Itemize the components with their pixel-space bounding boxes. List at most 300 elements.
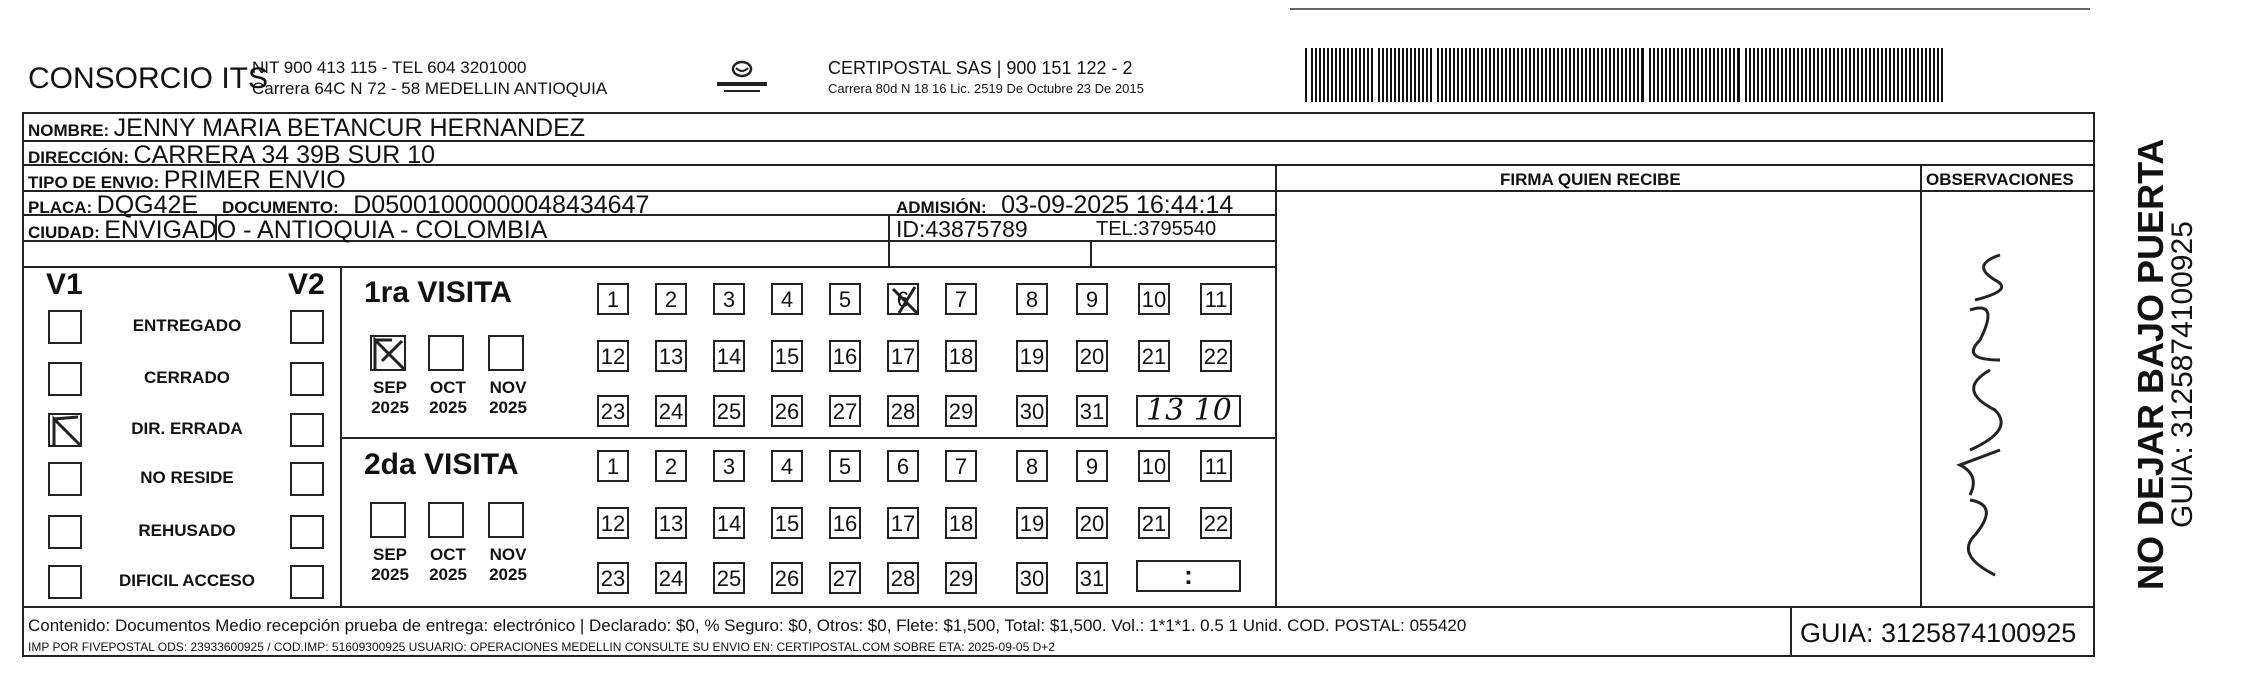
day-box[interactable]	[829, 340, 861, 372]
day-box[interactable]	[1138, 450, 1170, 482]
company-nit: NIT 900 413 115 - TEL 604 3201000	[252, 58, 527, 77]
barcode-bar	[1351, 48, 1353, 102]
barcode-bar	[1801, 48, 1803, 102]
barcode-bar	[1913, 48, 1915, 102]
second-visit-title: 2da VISITA	[364, 448, 519, 481]
barcode-bar	[1693, 48, 1695, 102]
barcode-bar	[1669, 48, 1671, 102]
day-box[interactable]	[655, 450, 687, 482]
day-number: 11	[1204, 287, 1228, 312]
barcode-bar	[1677, 48, 1679, 102]
day-number: 21	[1141, 344, 1167, 369]
recipient-name: JENNY MARIA BETANCUR HERNANDEZ	[113, 114, 586, 142]
day-number: 8	[1025, 287, 1039, 312]
barcode-bar	[1601, 48, 1603, 102]
day-number: 6	[896, 454, 910, 479]
barcode-bar	[1597, 48, 1599, 102]
day-box[interactable]	[771, 340, 803, 372]
barcode-bar	[1733, 48, 1735, 102]
barcode-bar	[1323, 48, 1325, 102]
day-number: 4	[780, 454, 794, 479]
barcode-bar	[1885, 48, 1887, 102]
barcode-bar	[1705, 48, 1707, 102]
day-number: 5	[838, 287, 852, 312]
day-number: 24	[658, 566, 684, 591]
barcode-bar	[1418, 48, 1420, 102]
day-box[interactable]	[771, 507, 803, 539]
day-box[interactable]	[1076, 507, 1108, 539]
day-number: 2	[664, 287, 678, 312]
barcode-bar	[1777, 48, 1779, 102]
barcode-bar	[1525, 48, 1527, 102]
footer-guia: GUIA: 3125874100925	[1800, 618, 2077, 648]
recipient-signature-icon	[1930, 250, 2050, 590]
barcode-bar	[1709, 48, 1711, 102]
day-box[interactable]	[771, 562, 803, 594]
day-box[interactable]	[597, 562, 629, 594]
barcode-bar	[1617, 48, 1619, 102]
barcode-bar	[1394, 48, 1396, 102]
day-number: 15	[774, 511, 800, 536]
v2-checkbox[interactable]	[290, 413, 324, 447]
barcode-bar	[1561, 48, 1563, 102]
day-box[interactable]	[887, 450, 919, 482]
barcode-bar	[1793, 48, 1795, 102]
day-number: 28	[890, 399, 916, 424]
v1-checkbox[interactable]	[48, 362, 82, 396]
barcode-bar	[1753, 48, 1755, 102]
barcode-bar	[1493, 48, 1495, 102]
day-number: 23	[600, 399, 626, 424]
month-label	[482, 545, 534, 585]
barcode-bar	[1509, 48, 1511, 102]
v1-checkbox[interactable]	[48, 565, 82, 599]
day-box[interactable]	[1138, 507, 1170, 539]
day-number: 25	[716, 566, 742, 591]
day-number: 20	[1079, 344, 1105, 369]
day-box[interactable]	[829, 507, 861, 539]
barcode-bar	[1501, 48, 1503, 102]
day-number: 26	[774, 566, 800, 591]
day-number: 9	[1085, 287, 1099, 312]
tel-value: TEL:3795540	[1096, 218, 1217, 240]
day-box[interactable]	[713, 395, 745, 427]
month-year: 2025	[371, 398, 409, 417]
day-box[interactable]	[713, 340, 745, 372]
day-box[interactable]	[1200, 450, 1232, 482]
day-number: 19	[1019, 344, 1045, 369]
observations-header: OBSERVACIONES	[1926, 170, 2074, 189]
day-number: 16	[832, 511, 858, 536]
day-box[interactable]	[1016, 395, 1048, 427]
day-box[interactable]	[597, 395, 629, 427]
day-box[interactable]	[1016, 450, 1048, 482]
day-box[interactable]	[771, 395, 803, 427]
month-checkbox[interactable]	[488, 335, 524, 371]
barcode-bar	[1335, 48, 1337, 102]
day-box[interactable]	[887, 395, 919, 427]
barcode-bar	[1359, 48, 1361, 102]
v1-header: V1	[46, 268, 83, 301]
day-box[interactable]	[945, 283, 977, 315]
day-box[interactable]	[597, 450, 629, 482]
carrier-logo-icon	[712, 56, 772, 102]
day-box[interactable]	[1016, 562, 1048, 594]
plate-label: PLACA:	[28, 198, 93, 217]
month-checkbox[interactable]	[488, 502, 524, 538]
day-box[interactable]	[713, 450, 745, 482]
day-box[interactable]	[771, 283, 803, 315]
day-box[interactable]	[1076, 395, 1108, 427]
barcode-bar	[1841, 48, 1843, 102]
day-number: 7	[954, 287, 968, 312]
day-number: 10	[1141, 287, 1167, 312]
month-year: 2025	[371, 565, 409, 584]
day-box[interactable]	[1200, 340, 1232, 372]
day-number: 25	[716, 399, 742, 424]
barcode-bar	[1569, 48, 1571, 102]
day-box[interactable]	[1200, 283, 1232, 315]
barcode-bar	[1725, 48, 1727, 102]
barcode-bar	[1505, 48, 1507, 102]
day-box[interactable]	[597, 283, 629, 315]
day-box[interactable]	[1016, 283, 1048, 315]
barcode-bar	[1585, 48, 1587, 102]
day-box[interactable]	[655, 562, 687, 594]
barcode-bar	[1485, 48, 1487, 102]
barcode-bar	[1553, 48, 1555, 102]
document-label: DOCUMENTO:	[222, 198, 339, 217]
barcode-bar	[1769, 48, 1771, 102]
barcode-bar	[1809, 48, 1811, 102]
day-box[interactable]	[887, 340, 919, 372]
carrier-license: Carrera 80d N 18 16 Lic. 2519 De Octubre 23 De 2015	[828, 81, 1144, 96]
day-box[interactable]	[887, 562, 919, 594]
barcode-bar	[1905, 48, 1907, 102]
barcode-bar	[1347, 48, 1349, 102]
day-box[interactable]	[945, 562, 977, 594]
barcode-bar	[1441, 48, 1443, 102]
barcode-bar	[1537, 48, 1539, 102]
day-box[interactable]	[713, 283, 745, 315]
barcode-bar	[1721, 48, 1723, 102]
day-number: 11	[1204, 454, 1228, 479]
barcode-bar	[1729, 48, 1731, 102]
barcode-bar	[1449, 48, 1451, 102]
barcode-bar	[1426, 48, 1428, 102]
barcode-bar	[1637, 48, 1639, 102]
barcode-bar	[1577, 48, 1579, 102]
print-info: IMP POR FIVEPOSTAL ODS: 23933600925 / COD.IMP: 51609300925 USUARIO: OPERACIONES MEDELLIN CONSULTE SU ENVIO EN: CERTIPOSTAL.COM SOBRE ETA: 2025-09-05 D+2	[28, 640, 1055, 654]
day-box[interactable]	[1076, 340, 1108, 372]
status-label: DIFICIL ACCESO	[118, 571, 255, 590]
day-number: 23	[600, 566, 626, 591]
barcode-bar	[1517, 48, 1519, 102]
barcode-bar	[1685, 48, 1687, 102]
v2-checkbox[interactable]	[290, 462, 324, 496]
day-number: 31	[1079, 566, 1105, 591]
barcode-bar	[1378, 48, 1380, 102]
barcode-bar	[1813, 48, 1815, 102]
day-number: 8	[1025, 454, 1039, 479]
barcode-bar	[1873, 48, 1875, 102]
day-number: 14	[716, 511, 742, 536]
barcode-bar	[1917, 48, 1919, 102]
day-box[interactable]	[829, 562, 861, 594]
barcode-bar	[1343, 48, 1345, 102]
barcode-bar	[1581, 48, 1583, 102]
month-name: NOV	[489, 545, 527, 564]
barcode-bar	[1865, 48, 1867, 102]
barcode-bar	[1437, 48, 1439, 102]
barcode-bar	[1933, 48, 1935, 102]
type-label: TIPO DE ENVIO:	[28, 173, 160, 192]
checkmark-icon	[50, 415, 84, 449]
admission-value: 03-09-2025 16:44:14	[1001, 191, 1234, 219]
barcode-bar	[1889, 48, 1891, 102]
day-number: 22	[1203, 344, 1229, 369]
day-box[interactable]	[887, 507, 919, 539]
barcode-bar	[1825, 48, 1827, 102]
first-visit-title: 1ra VISITA	[364, 276, 512, 309]
admission-label: ADMISIÓN:	[896, 198, 987, 217]
barcode-bar	[1897, 48, 1899, 102]
shipment-type: PRIMER ENVIO	[163, 166, 346, 194]
day-number: 3	[722, 287, 736, 312]
barcode-bar	[1909, 48, 1911, 102]
month-label	[364, 545, 416, 585]
barcode-bar	[1311, 48, 1313, 102]
barcode-bar	[1713, 48, 1715, 102]
day-box[interactable]	[1016, 507, 1048, 539]
no-under-door-notice: NO DEJAR BAJO PUERTA	[2130, 138, 2171, 590]
barcode-bar	[1557, 48, 1559, 102]
barcode-bar	[1319, 48, 1321, 102]
month-checkbox[interactable]	[428, 502, 464, 538]
barcode-bar	[1761, 48, 1763, 102]
status-label: CERRADO	[144, 368, 230, 387]
day-number: 24	[658, 399, 684, 424]
barcode-bar	[1901, 48, 1903, 102]
barcode-bar	[1717, 48, 1719, 102]
barcode-bar	[1941, 48, 1943, 102]
day-number: 2	[664, 454, 678, 479]
day-number: 1	[606, 287, 620, 312]
day-number: 16	[832, 344, 858, 369]
day-box[interactable]	[1016, 340, 1048, 372]
barcode-bar	[1853, 48, 1855, 102]
day-box[interactable]	[1076, 283, 1108, 315]
barcode-bar	[1529, 48, 1531, 102]
month-label	[482, 378, 534, 418]
barcode-bar	[1605, 48, 1607, 102]
barcode-bar	[1921, 48, 1923, 102]
day-number: 10	[1141, 454, 1167, 479]
day-number: 17	[890, 344, 916, 369]
barcode-bar	[1461, 48, 1463, 102]
day-box[interactable]	[1200, 507, 1232, 539]
barcode-bar	[1877, 48, 1879, 102]
v2-header: V2	[288, 268, 325, 301]
status-label: REHUSADO	[138, 521, 236, 540]
barcode-bar	[1406, 48, 1408, 102]
barcode-bar	[1386, 48, 1388, 102]
barcode-bar	[1661, 48, 1663, 102]
v1-checkbox[interactable]	[48, 310, 82, 344]
signature-header: FIRMA QUIEN RECIBE	[1500, 170, 1681, 189]
v2-checkbox[interactable]	[290, 310, 324, 344]
barcode-bar	[1937, 48, 1939, 102]
day-box[interactable]	[1076, 562, 1108, 594]
recipient-address: CARRERA 34 39B SUR 10	[133, 141, 436, 169]
v1-checkbox[interactable]	[48, 515, 82, 549]
month-name: NOV	[489, 378, 527, 397]
barcode-bar	[1315, 48, 1317, 102]
day-box[interactable]	[1076, 450, 1108, 482]
barcode-bar	[1545, 48, 1547, 102]
day-box[interactable]	[945, 395, 977, 427]
barcode-bar	[1681, 48, 1683, 102]
barcode-bar	[1497, 48, 1499, 102]
day-number: 19	[1019, 511, 1045, 536]
barcode-bar	[1697, 48, 1699, 102]
month-checkbox[interactable]	[370, 502, 406, 538]
day-box[interactable]	[655, 283, 687, 315]
barcode-bar	[1765, 48, 1767, 102]
barcode-bar	[1789, 48, 1791, 102]
day-number: 1	[606, 454, 620, 479]
barcode-bar	[1541, 48, 1543, 102]
v1-checkbox[interactable]	[48, 462, 82, 496]
barcode-bar	[1410, 48, 1412, 102]
day-box[interactable]	[945, 340, 977, 372]
barcode-bar	[1489, 48, 1491, 102]
barcode-bar	[1925, 48, 1927, 102]
barcode-bar	[1649, 48, 1651, 102]
barcode-bar	[1861, 48, 1863, 102]
barcode-bar	[1781, 48, 1783, 102]
day-number: 12	[600, 344, 626, 369]
day-number: 3	[722, 454, 736, 479]
name-label: NOMBRE:	[28, 121, 110, 140]
day-box[interactable]	[829, 283, 861, 315]
barcode-bar	[1625, 48, 1627, 102]
barcode-bar	[1573, 48, 1575, 102]
day-box[interactable]	[1138, 340, 1170, 372]
barcode-bar	[1390, 48, 1392, 102]
day-number: 27	[832, 566, 858, 591]
month-checkbox[interactable]	[428, 335, 464, 371]
month-name: SEP	[372, 378, 408, 397]
barcode-bar	[1805, 48, 1807, 102]
barcode-bar	[1749, 48, 1751, 102]
barcode-bar	[1657, 48, 1659, 102]
barcode-bar	[1367, 48, 1369, 102]
v2-checkbox[interactable]	[290, 362, 324, 396]
month-label	[422, 545, 474, 585]
day-box[interactable]	[771, 450, 803, 482]
barcode-bar	[1829, 48, 1831, 102]
barcode-bar	[1398, 48, 1400, 102]
barcode-bar	[1773, 48, 1775, 102]
month-name: SEP	[372, 545, 408, 564]
month-checkbox[interactable]	[370, 335, 406, 371]
barcode-bar	[1331, 48, 1333, 102]
barcode-bar	[1589, 48, 1591, 102]
month-year: 2025	[429, 398, 467, 417]
day-box[interactable]	[887, 283, 919, 315]
day-box[interactable]	[829, 450, 861, 482]
month-name: OCT	[430, 378, 466, 397]
barcode-bar	[1430, 48, 1432, 102]
day-number: 13	[658, 344, 684, 369]
status-label: DIR. ERRADA	[131, 419, 243, 438]
day-box[interactable]	[655, 395, 687, 427]
city-cell	[28, 216, 547, 245]
day-box[interactable]	[655, 507, 687, 539]
month-name: OCT	[430, 545, 466, 564]
day-number: 29	[948, 399, 974, 424]
barcode-bar	[1757, 48, 1759, 102]
day-number: 29	[948, 566, 974, 591]
day-box[interactable]	[597, 340, 629, 372]
barcode-bar	[1817, 48, 1819, 102]
day-number: 17	[890, 511, 916, 536]
day-box[interactable]	[655, 340, 687, 372]
day-box[interactable]	[1138, 283, 1170, 315]
barcode-bar	[1453, 48, 1455, 102]
id-value: ID:43875789	[896, 216, 1028, 242]
barcode-bar	[1414, 48, 1416, 102]
day-number: 6	[896, 287, 910, 312]
barcode-bar	[1481, 48, 1483, 102]
day-box[interactable]	[945, 450, 977, 482]
document-value: D05001000000048434647	[353, 191, 650, 219]
v2-checkbox[interactable]	[290, 515, 324, 549]
month-year: 2025	[489, 398, 527, 417]
barcode-bar	[1633, 48, 1635, 102]
v1-checkbox[interactable]	[48, 413, 82, 447]
day-mark-icon	[889, 285, 921, 324]
tracking-barcode	[1305, 48, 1955, 104]
day-box[interactable]	[829, 395, 861, 427]
day-box[interactable]	[597, 507, 629, 539]
day-box[interactable]	[713, 507, 745, 539]
status-label: NO RESIDE	[140, 468, 234, 487]
first-visit-time: 13 10	[1136, 395, 1241, 427]
barcode-bar	[1473, 48, 1475, 102]
barcode-bar	[1609, 48, 1611, 102]
barcode-bar	[1893, 48, 1895, 102]
day-number: 5	[838, 454, 852, 479]
day-box[interactable]	[945, 507, 977, 539]
side-guia: GUIA: 3125874100925	[2166, 221, 2199, 528]
day-number: 30	[1019, 566, 1045, 591]
day-number: 20	[1079, 511, 1105, 536]
v2-checkbox[interactable]	[290, 565, 324, 599]
barcode-bar	[1565, 48, 1567, 102]
status-label: ENTREGADO	[132, 316, 242, 335]
barcode-bar	[1371, 48, 1373, 102]
day-number: 30	[1019, 399, 1045, 424]
barcode-bar	[1701, 48, 1703, 102]
day-number: 15	[774, 344, 800, 369]
day-number: 7	[954, 454, 968, 479]
barcode-bar	[1469, 48, 1471, 102]
day-box[interactable]	[713, 562, 745, 594]
barcode-bar	[1613, 48, 1615, 102]
barcode-bar	[1857, 48, 1859, 102]
